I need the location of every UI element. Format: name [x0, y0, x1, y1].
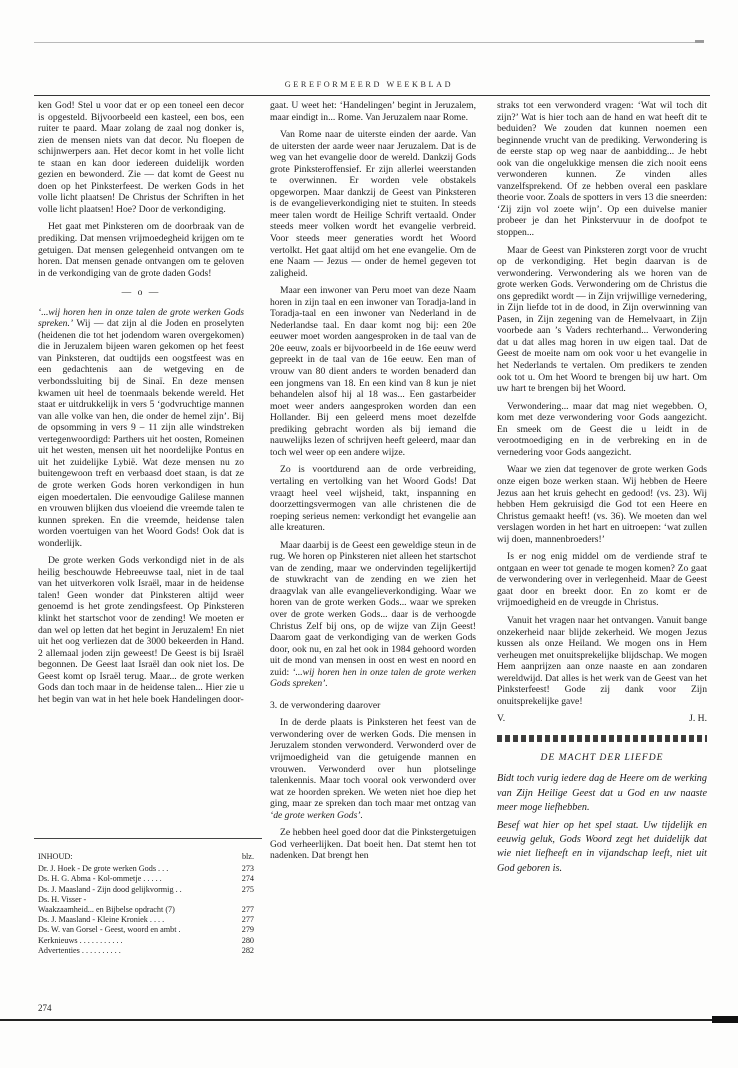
top-mark: [695, 40, 704, 43]
contents-item-page: 277: [241, 915, 254, 925]
paragraph: [270, 540, 476, 690]
box-paragraph: Besef wat hier op het spel staat. Uw tijdelijk en eeuwig geluk, Gods Woord zegt het duidelijk dat wie niet liefheeft en in vijandschap leeft, niet uit God geboren is.: [497, 820, 707, 874]
contents-rule: [34, 838, 262, 839]
box-paragraph: Bidt toch vurig iedere dag de Heere om de werking van Zijn Heilige Geest dat u God en uw naaste meer moge liefhebben.: [497, 773, 707, 813]
contents-row: [38, 895, 254, 905]
paragraph: ken God! Stel u voor dat er op een toneel een decor is opgesteld. Bijvoorbeeld een kasteel, een bos, een ruiter te paard. Maar zolang de zaal nog donker is, zien de mensen niets van dat decor. Nu floepen de schijnwerpers aan. Het decor komt in het volle licht te staan en kan door iedereen duidelijk worden gezien en bewonderd. Zie — dat komt de Geest nu doen op het Pinksterfeest. De werken Gods in het volle licht plaatsen! De Christus der Schriften in het volle licht plaatsen! Hoe? Door de verkondiging.: [38, 100, 244, 215]
paragraph: [38, 307, 244, 549]
paragraph: Zo is voortdurend aan de orde verbreiding, vertaling en vertolking van het Woord Gods! Dat vraagt heel veel wijsheid, takt, inspanning en doorzettingsvermogen van alle christenen die de roeping serieus nemen: verkondigt het evangelie aan alle kreaturen.: [270, 464, 476, 534]
masthead-title: GEREFORMEERD WEEKBLAD: [284, 80, 454, 89]
contents-item-title: Ds. H. G. Abma - Kol-ommetje . . . . .: [38, 874, 162, 884]
paragraph-text: Maar daarbij is de Geest een geweldige steun in de rug. We horen op Pinksteren niet alleen het startschot van de zending, maar we ondervinden tegelijkertijd de stuwkracht van de zending en we zien het draagvlak van alle evangelieverkondiging. Waar we horen van de grote werken Gods... waar we spreken over de grote werken Gods... daar is de verhoogde Christus Zelf bij ons, op de wijze van Zijn Geest! Daarom gaat de verkondiging van de werken Gods door, ook nu, en zal het ook in 1984 gehoord worden uit de mond van mensen in oost en west en noord en zuid:: [270, 539, 476, 678]
quote: ‘...wij horen hen in onze talen de grote werken Gods spreken’.: [270, 666, 476, 690]
contents-row: [38, 874, 254, 884]
contents-item-title: Ds. J. Maasland - Zijn dood gelijkvormig . .: [38, 884, 182, 894]
contents-item-page: 277: [241, 905, 254, 915]
paragraph: Verwondering... maar dat mag niet wegebben. O, kom met deze verwondering voor Gods aangezicht. En smeek om de Geest die u leidt in de verootmoediging en in de verbreking en in de vernedering voor Gods aangezicht.: [497, 400, 707, 458]
decorative-border: [497, 735, 707, 742]
paragraph: Waar we zien dat tegenover de grote werken Gods onze eigen boze werken staan. Wij hebben de Heere Jezus aan het kruis gehecht en gedood! (vs. 23). Wij hebben Hem gekruisigd die God tot een Heere en Christus gemaakt heeft! (vs. 36). We moeten dan wel verslagen worden in het hart en uitroepen: ‘wat zullen wij doen, mannenbroeders!’: [497, 464, 707, 545]
signature-left: V.: [497, 713, 506, 725]
quote: ‘...wij horen hen in onze talen de grote werken Gods spreken.’: [38, 306, 244, 330]
contents-item-page: 274: [241, 874, 254, 884]
box-title: DE MACHT DER LIEFDE: [540, 751, 664, 763]
column-1: [38, 100, 244, 705]
page-number: 274: [38, 1003, 52, 1013]
section-heading: 3. de verwondering daarover: [270, 699, 381, 711]
contents-header: [38, 852, 254, 862]
column-2: [270, 100, 476, 862]
header-rule: [34, 95, 710, 96]
contents-item-title: Ds. J. Maasland - Kleine Kroniek . . . .: [38, 915, 165, 925]
contents-row: [38, 915, 254, 925]
contents-row: [38, 864, 254, 874]
contents-page-label: blz.: [241, 852, 254, 861]
section-separator: — o —: [121, 287, 161, 299]
contents-item-page: [230, 895, 254, 905]
paragraph-text: In de derde plaats is Pinksteren het feest van de verwondering over de werken Gods. Die mensen in Jeruzalem stonden verwonderd. Verwonderd over de vrijmoedigheid van die getuigende mannen en vrouwen. Verwonderd over hun plotselinge talenkennis. Maar toch vooral ook verwonderd over wat ze hoorden spreken. We weten niet hoe diep het ging, maar ze spreken dan toch maar met ontzag van: [270, 717, 476, 810]
contents-row: [38, 885, 254, 895]
author-initials: J. H.: [689, 713, 707, 725]
paragraph: Vanuit het vragen naar het ontvangen. Vanuit bange onzekerheid naar blijde zekerheid. We mogen Jezus kussen als onze Heiland. We mogen ons in Hem verheugen met onuitsprekelijke blijdschap. We mogen Hem aanprijzen aan onze naaste en aan zondaren wereldwijd. Dat alles is het werk van de Geest van het Pinksterfeest! Gode zij dank voor Zijn onuitsprekelijke gave!: [497, 614, 707, 707]
paragraph: Is er nog enig middel om de verdiende straf te ontgaan en weer tot genade te mogen komen? Zo gaat de verwondering over in verlegenheid. Maar de Geest gaat door en breekt door. En zo komt er de vrijmoedigheid en de vreugde in Christus.: [497, 551, 707, 609]
bottom-rule: [0, 1019, 712, 1021]
paragraph: gaat. U weet het: ‘Handelingen’ begint in Jeruzalem, maar eindigt in... Rome. Van Jeruzalem naar Rome.: [270, 100, 476, 123]
paragraph: Van Rome naar de uiterste einden der aarde. Van de uitersten der aarde weer naar Jeruzalem. Dat is de weg van het evangelie door de wereld. Dankzij Gods grote Pinksteroffensief. Er zijn allerlei weerstanden te overwinnen. Er worden vele obstakels opgeworpen. Maar dankzij de Geest van Pinksteren is de evangelieverkondiging niet te stuiten. In steeds meer talen wordt de Heilige Schrift vertaald. Onder steeds meer volken wordt het evangelie verbreid. Voor steeds meer generaties wordt het Woord vertolkt. Het gaat altijd om het ene evangelie. Om de ene Naam — Jezus — onder de hemel gegeven tot zaligheid.: [270, 129, 476, 279]
paragraph: Maar de Geest van Pinksteren zorgt voor de vrucht op de verkondiging. Het begin daarvan is de verwondering. Verwondering als we horen van de grote werken Gods. Verwondering om de Christus die ons gepredikt wordt — in Zijn vrijwillige vernedering, in Zijn liefde tot in de dood, in Zijn overwinning van Pasen, in Zijn zegening van de Hemelvaart, in Zijn voorbede aan ’s Vaders rechterhand... Verwondering dat u dat alles mag horen in uw eigen taal. Dat de Geest de moeite nam om ook voor u het evangelie in het Nederlands te vertalen. Om predikers te zenden ook tot u. Om het Woord te brengen bij uw hart. Om uw hart te brengen bij het Woord.: [497, 244, 707, 395]
contents-row: [38, 925, 254, 935]
contents-row: [38, 946, 254, 956]
signature: [497, 713, 707, 725]
paragraph: straks tot een verwonderd vragen: ‘Wat wil toch dit zijn?’ Wat is hier toch aan de hand en wat heeft dit te beduiden? We zouden dat kunnen noemen een beginnende vrucht van de prediking. Verwondering is de eerste stap op weg naar de aanbidding... Je hebt ook van die ongelukkige mensen die zich nooit eens verwonderen kunnen. Ze vinden alles vanzelfsprekend. Of ze hebben overal een pasklare theorie voor. Zoals de spotters in vers 13 die sneerden: ‘Zij zijn vol zoete wijn’. Op een duivelse manier probeer je dan het Pinkstervuur in de doofpot te stoppen...: [497, 100, 707, 239]
paragraph: De grote werken Gods verkondigd niet in de als heilig beschouwde Hebreeuwse taal, niet in de taal van het uitverkoren volk Israël, maar in de heidense talen! Geen wonder dat Pinksteren altijd weer genoemd is het grote zendingsfeest. Op Pinksteren klinkt het startschot voor de zending! We moeten er dan wel op letten dat het begint in Jeruzalem! En niet uit het oog verliezen dat de 3000 bekeerden in Hand. 2 allemaal joden zijn geweest! De Geest is bij Israël begonnen. De Geest laat Israël dan ook niet los. De Geest komt op Israël terug. Maar... de grote werken Gods dan toch maar in de heidense talen... Hier zie u het begin van wat in het hele boek Handelingen door-: [38, 555, 244, 705]
top-rule: [34, 42, 700, 43]
contents-item-page: 280: [241, 935, 254, 945]
contents-item-title: Dr. J. Hoek - De grote werken Gods . . .: [38, 864, 169, 874]
contents-title: INHOUD:: [38, 852, 73, 861]
paragraph: Ze hebben heel goed door dat die Pinkstergetuigen God verheerlijken. Dat boeit hen. Dat stemt hen tot nadenken. Dat brengt hen: [270, 827, 476, 862]
paragraph: [270, 717, 476, 821]
table-of-contents: [38, 852, 254, 956]
contents-item-title: Waakzaamheid... en Bijbelse opdracht (7): [38, 905, 175, 915]
paragraph: Maar een inwoner van Peru moet van deze Naam horen in zijn taal en een inwoner van Toradja-land in Toradja-taal en een inwoner van Nederland in de Nederlandse taal. En daar komt nog bij: een 20e eeuwer moet worden aangesproken in de taal van de 20e eeuw, zoals er bijvoorbeeld in de 16e eeuw werd gepreekt in de taal van de 16e eeuw. Een man of vrouw van 80 dient anders te worden benaderd dan een jongmens van 18. En een kind van 8 kun je niet behandelen alsof hij al 18 was... Een gastarbeider moet weer anders aangesproken worden dan een Hollander. Bij een geleerd mens moet dezelfde prediking gebracht worden als bij iemand die nauwelijks lezen of schrijven heeft geleerd, maar dan toch wel weer op een andere wijze.: [270, 285, 476, 458]
contents-item-page: 279: [241, 925, 254, 935]
bottom-mark: [712, 1016, 738, 1023]
contents-item-title: Advertenties . . . . . . . . . .: [38, 945, 121, 955]
paragraph: Het gaat met Pinksteren om de doorbraak van de prediking. Dat mensen vrijmoedegheid krijgen om te getuigen. Dat mensen gelegenheid ontvangen om te horen. Dat mensen genade ontvangen om te geloven in de verkondiging van de grote daden Gods!: [38, 221, 244, 279]
contents-item-page: 275: [241, 884, 254, 894]
contents-item-title: Kerknieuws . . . . . . . . . . .: [38, 935, 123, 945]
contents-row: [38, 936, 254, 946]
paragraph-text: Wij — dat zijn al die Joden en proselyten (heidenen die tot het jodendom waren overgekomen) die in Jeruzalem bijeen waren gekomen op het feest van Pinksteren, dat oudtijds een oogstfeest was en een gedachtenis aan de wetgeving en de verbondssluiting bij de Sinaï. En deze mensen kwamen uit heel de toenmaals bekende wereld. Het staat er uitdrukkelijk in vers 5 ‘godvruchtige mannen van alle volke van hen, die onder de hemel zijn’. Bij de opsomming in vers 9 – 11 zijn alle windstreken vertegenwoordigd: Parthers uit het oosten, Romeinen uit het westen, mensen uit het noordelijke Pontus en uit het zuidelijke Lybië. Wat deze mensen nu zo buitengewoon treft en verbaasd doet staan, is dat ze de grote werken Gods horen verkondigen in hun eigen moedertalen. Die eenvoudige Galilese mannen en vrouwen blijken dus vloeiend die vreemde talen te kunnen spreken. En die vreemde, heidense talen worden voertuigen van het Woord Gods! Ook dat is wonderlijk.: [38, 318, 244, 549]
contents-item-page: 282: [241, 945, 254, 955]
contents-item-page: 273: [241, 864, 254, 874]
contents-item-title: Ds. W. van Gorsel - Geest, woord en ambt .: [38, 925, 181, 935]
column-3: [497, 100, 707, 876]
contents-item-title: Ds. H. Visser -: [38, 894, 87, 904]
contents-row: [38, 905, 254, 915]
quote: ‘de grote werken Gods’.: [270, 809, 363, 821]
